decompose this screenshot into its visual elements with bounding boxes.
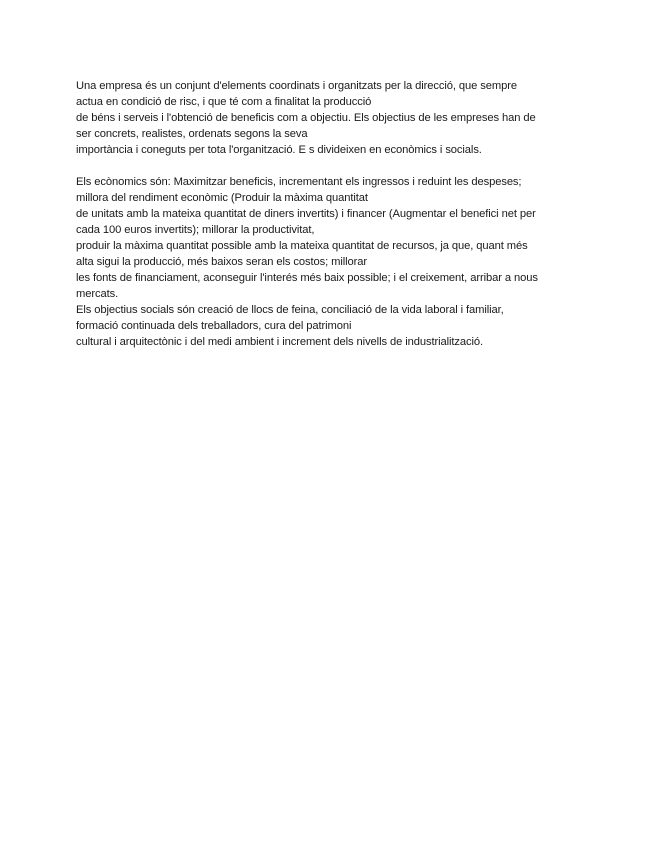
text-line: produir la màxima quantitat possible amb la mateixa quantitat de recursos, ja que, quant més [76,240,528,252]
text-line: Els ecònomics són: Maximitzar beneficis, incrementant els ingressos i reduint les despeses; [76,176,522,188]
text-line: importància i coneguts per tota l'organització. E s divideixen en econòmics i socials. [76,144,482,156]
text-line: ser concrets, realistes, ordenats segons la seva [76,128,308,140]
paragraph-spacer [76,158,581,174]
text-line: cada 100 euros invertits); millorar la productivitat, [76,224,315,236]
text-line: Els objectius socials són creació de llocs de feina, conciliació de la vida laboral i familiar, [76,304,504,316]
paragraph-objectives-intro [76,78,581,158]
text-line: de unitats amb la mateixa quantitat de diners invertits) i financer (Augmentar el benefici net per [76,208,536,220]
text-line: Una empresa és un conjunt d'elements coordinats i organitzats per la direcció, que sempre [76,80,517,92]
text-line: de béns i serveis i l'obtenció de beneficis com a objectiu. Els objectius de les empreses han de [76,112,536,124]
document-body [76,78,581,350]
text-line: formació continuada dels treballadors, cura del patrimoni [76,320,352,332]
text-line: cultural i arquitectònic i del medi ambient i increment dels nivells de industrialització. [76,336,483,348]
text-line: millora del rendiment econòmic (Produir la màxima quantitat [76,192,368,204]
paragraph-objectives-detail [76,174,581,350]
text-line: mercats. [76,288,119,300]
text-line: actua en condició de risc, i que té com a finalitat la producció [76,96,372,108]
text-line: alta sigui la producció, més baixos seran els costos; millorar [76,256,368,268]
text-line: les fonts de financiament, aconseguir l'interés més baix possible; i el creixement, arribar a nous [76,272,538,284]
